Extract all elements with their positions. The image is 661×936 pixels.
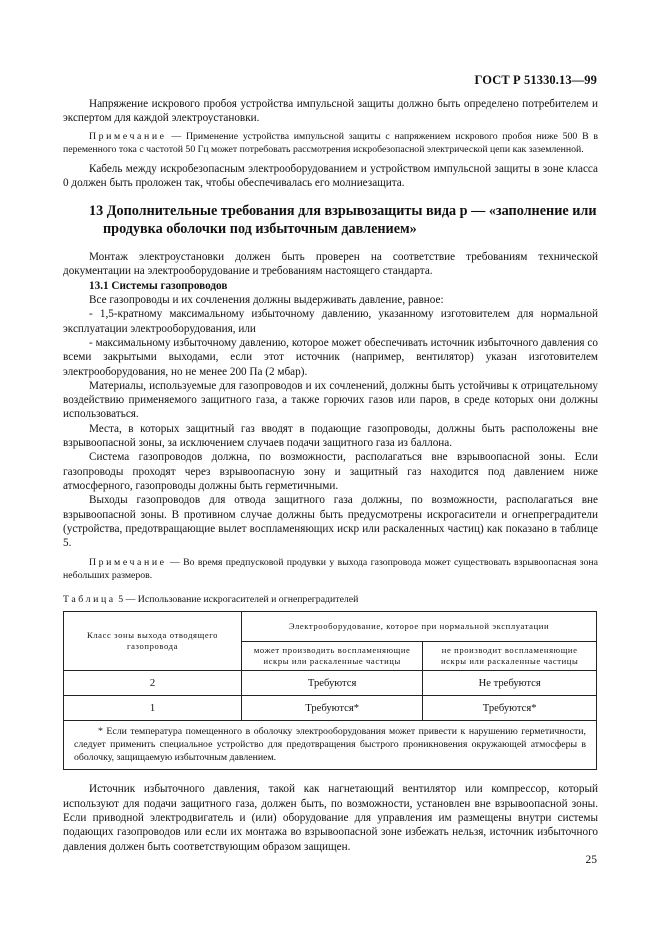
table-cell-zone: 2 bbox=[64, 671, 242, 696]
note-label: Примечание bbox=[89, 130, 167, 142]
paragraph-pressure-intro: Все газопроводы и их сочленения должны выдерживать давление, равное: bbox=[89, 294, 444, 307]
table-cell-no-sparks: Требуются* bbox=[423, 696, 597, 721]
spark-arrester-table bbox=[63, 611, 597, 770]
table-footnote-text: * Если температура помещенного в оболочку электрооборудования может привести к нарушению герметичности, следует применить специальное устройство для предотвращения быстрого проникновения окружающей атмосферы в оболочку, защищаемую избыточным давлением. bbox=[74, 726, 586, 764]
document-code-header: ГОСТ Р 51330.13—99 bbox=[474, 73, 597, 87]
note-label: Примечание bbox=[89, 557, 167, 569]
page-body bbox=[63, 97, 598, 854]
note-surge-protection bbox=[63, 130, 598, 156]
paragraph-spark-voltage: Напряжение искрового пробоя устройства импульсной защиты должно быть определено потребителем и экспертом для каждой электроустановки. bbox=[63, 98, 598, 125]
paragraph-pipeline-system: Система газопроводов должна, по возможности, располагаться вне взрывоопасной зоны. Если газопроводы проходят через взрывоопасную зону и защитный газ находится под давлением ниже атмосферного, газопроводы должны быть герметичными. bbox=[63, 451, 598, 492]
paragraph-pressure-source: Источник избыточного давления, такой как нагнетающий вентилятор или компрессор, который используют для подачи защитного газа, должен быть, по возможности, установлен вне взрывоопасной зоны. Если приводной электродвигатель и (или) оборудование для управления им размещены внутри системы подающих газопроводов или если их монтажа во взрывоопасной зоне избежать нельзя, источник избыточного давления должен быть соответствующим образом защищен. bbox=[63, 783, 598, 853]
page-number: 25 bbox=[585, 854, 597, 866]
subsection-13-1-title: 13.1 Системы газопроводов bbox=[89, 279, 228, 292]
section-title-line1: 13 Дополнительные требования для взрывозащиты вида p — «заполнение или bbox=[89, 203, 597, 220]
table-cell-no-sparks: Не требуются bbox=[423, 671, 597, 696]
section-title-line2: продувка оболочки под избыточным давлением» bbox=[103, 221, 417, 238]
note-purge bbox=[63, 556, 598, 582]
table-cell-produces-sparks: Требуются bbox=[242, 671, 423, 696]
table-caption bbox=[63, 593, 598, 606]
paragraph-installation-check: Монтаж электроустановки должен быть проверен на соответствие требованиям технической документации на электрооборудование и требованиям настоящего стандарта. bbox=[63, 251, 598, 278]
list-item-pressure-1: - 1,5-кратному максимальному избыточному давлению, указанному изготовителем для нормальной эксплуатации электрооборудования, или bbox=[63, 308, 598, 335]
table-caption-label: Таблица bbox=[63, 594, 116, 606]
table-cell-produces-sparks: Требуются* bbox=[242, 696, 423, 721]
note-text: — Применение устройства импульсной защиты с напряжением искрового пробоя ниже 500 В в переменного тока с частотой 50 Гц может потребовать рассмотрения искробезопасной электрической цепи как заземленной. bbox=[63, 130, 598, 155]
paragraph-materials: Материалы, используемые для газопроводов и их сочленений, должны быть устойчивы к отрицательному воздействию применяемого защитного газа, а также горючих газов или паров, в среде которых они должны использоваться. bbox=[63, 379, 598, 421]
paragraph-cable-lightning: Кабель между искробезопасным электрооборудованием и устройством импульсной защиты в зоне класса 0 должен быть проложен так, чтобы обеспечивалась его молниезащита. bbox=[63, 162, 598, 189]
table-header-zone-class: Класс зоны выхода отводящего газопровода bbox=[64, 612, 242, 671]
table-row bbox=[64, 696, 597, 721]
table-cell-zone: 1 bbox=[64, 696, 242, 721]
paragraph-gas-inlet: Места, в которых защитный газ вводят в подающие газопроводы, должны быть расположены вне взрывоопасной зоны, за исключением случаев подачи защитного газа из баллона. bbox=[63, 422, 598, 450]
table-header-equipment-group: Электрооборудование, которое при нормальной эксплуатации bbox=[242, 612, 597, 642]
paragraph-pipeline-outlets: Выходы газопроводов для отвода защитного газа должны, по возможности, располагаться вне взрывоопасной зоны. В противном случае должны быть предусмотрены искрогасители и огнепреградители (устройства, предотвращающие вылет воспламеняющих искр или раскаленных частиц) как показано в таблице 5. bbox=[63, 494, 598, 550]
section-13-title bbox=[63, 202, 598, 238]
list-item-pressure-2: - максимальному избыточному давлению, которое может обеспечивать источник избыточного давления со всеми закрытыми выходами, если этот источник (например, вентилятор) указан изготовителем электрооборудования, но не менее 200 Па (2 мбар). bbox=[63, 336, 598, 378]
table-caption-text: 5 — Использование искрогасителей и огнепреградителей bbox=[115, 594, 359, 606]
table-row bbox=[64, 671, 597, 696]
table-header-produces-sparks: может производить воспламеняющие искры или раскаленные частицы bbox=[242, 641, 423, 671]
note-text: — Во время предпусковой продувки у выхода газопровода может существовать взрывоопасная зона небольших размеров. bbox=[63, 557, 598, 582]
table-header-no-sparks: не производит воспламеняющие искры или раскаленные частицы bbox=[423, 641, 597, 671]
table-footnote bbox=[64, 721, 597, 770]
